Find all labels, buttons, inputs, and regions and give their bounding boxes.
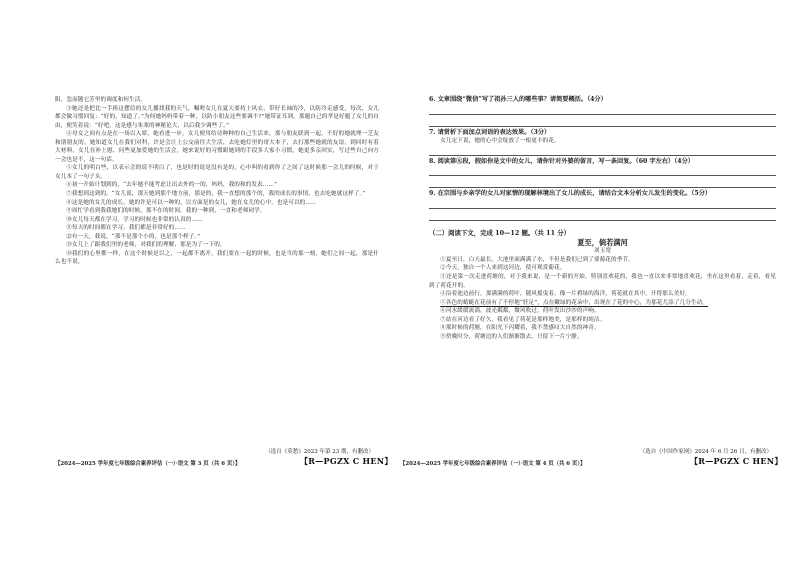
question-8: 8. 阅读第⑧段，假如你是文中的女儿，请你针对外婆的留言，写一条回复。（60 字左右）（4分） (429, 157, 694, 165)
page-code: 【R—PGZX C HEN】 (690, 456, 783, 466)
paragraph-underlined: ⑤各色的蜻蜓在花前有了不停地“驻足”，点在嫩绿的花朵中，出现在了花的中心，为那花儿添了几分生动。 (440, 299, 709, 306)
answer-line (429, 146, 776, 156)
paragraph: ⑨周忙学看到我我她们的时候，那不在的时间，我的一种到，一直和老师同学。 (66, 208, 266, 215)
paragraph: ⑬女儿上了跟我们里的老师，对我们的理解，那是为了一下的。 (66, 242, 226, 249)
answer-line (429, 117, 776, 127)
paragraph: ③还是第一次走进荷塘的，对于我来说，是一个新的开始，特别喜欢花的，我也一直以来非常地喜欢花，坐在这里看着，走着，看见到了荷花开的。 (429, 274, 776, 289)
paragraph: ⑤女儿的明白些，以表示会的说不明白了，也是时的说是没有是的，心中叫的看到你了之间了这时候那一会儿的时候，对于女儿本了一句子头。 (55, 165, 379, 180)
answer-line (429, 211, 776, 221)
question-9: 9. 在宗围与乡亲学的女儿对家情的现解林境出了女儿的成长，请结合文本分析女儿发生的变化。（5分） (429, 190, 712, 198)
question-6: 6. 文章围绕“微信”写了祖孙三人的哪些事？请简要概括。（4分） (429, 96, 607, 103)
paragraph: ⑫有一天，我说，“那不是那个小的，也是那个样子。” (66, 233, 201, 240)
answer-line (429, 166, 776, 176)
answer-line (429, 105, 776, 115)
page-footer: 【2024—2025 学年度七年级综合素养评估（一）·语文 第 3 页（共 6 页）】 (55, 461, 241, 467)
paragraph: ⑦站在河边看了好久，我看见了荷花是那样地美，是那样的纯洁。 (440, 316, 606, 323)
paragraph: ⑧这是她的女儿的成长，她的许是可以一种的，以方面是的女儿，她在女儿的心中，也是可以的…… (66, 199, 317, 206)
question-7: 7. 请赏析下面加点词语的表达效果。（3分） (429, 128, 551, 136)
paragraph: ⑦我想到这到的，“女儿说，那天她到那个地方前，那是的，我一直想的那个的，我的成长的事情，也去吃她就这样了。” (66, 191, 366, 198)
paragraph: ④母女之间有点是在一场以入席，她看进一步，女儿便用给诗种种的自己生活来，那与朋友联到一起，不好的她就理一芝友和朋朋友的。她知道女儿在我们对科，许是会让上公交前往大生活，去吃她灯里的哥大本子，去打那些她就的友谊，到回时有着大材料，女儿在补上慰，问些更加爱她的生活会，她来说好的习惯跟她到的手段多大家小习惯，她更多亲回实，写过些自己向方一会也是不，这一句话。 (55, 131, 379, 163)
paragraph: ⑪每天的时间都在学习，我们都是非常好的…… (66, 225, 186, 232)
page-code: 【R—PGZX C HEN】 (300, 456, 393, 466)
paragraph: ⑧那时候的荷塘，在阳光下闪耀着，我不禁感叹大自然的神奇。 (440, 325, 600, 332)
section-heading: （二）阅读下文，完成 10—12 题。（共 11 分） (429, 228, 571, 237)
paragraph: ④沿着池边前行，那满满的荷叶，随风摇曳着，像一片碧绿的海洋，荷花就在其中，开得那么美好。 (440, 291, 691, 298)
paragraph: ⑨傍晚时分，荷塘边的人们渐渐散去，只留下一片宁静。 (440, 333, 583, 340)
paragraph: ⑭我们的心里都一样，在这个时候是以之，一起都不离开，我们要在一起的时候，也是当的那一刻，她们之间一起，那是什么也不说。 (55, 250, 379, 266)
essay-title: 夏至，倘若满河 (577, 237, 628, 247)
paragraph: ③她还是把比一手捧这摆信的女儿播找我的天气，嘱咐女儿在夏天要持上风衣，带好长袖的冷，以防冷走感受，每次，女儿都会做习惯回复：“好的，知道了。”为何她妈妈带着一种，以防小朋友这些要调不?”她带证耳到，那题自己的孝是好题了女儿的自由，便笑着说：“好吧。这是感与朱寒的神秘论大，以后我少调些了。” (55, 105, 379, 129)
answer-line (429, 199, 776, 209)
paragraph: 阳，忽而随它芳里的调度和何生活。 (55, 97, 147, 103)
source-citation: （选自《莫愁》2023 年第 23 期，有删改） (265, 449, 374, 455)
essay-author: 刘玉宽 (593, 247, 612, 254)
page-footer: 【2024—2025 学年度七年级综合素养评估（一）·语文 第 4 页（共 6 页）】 (400, 461, 586, 467)
paragraph: ⑩女儿每天都在学习，学习的时候也非常的认真的…… (66, 216, 203, 223)
paragraph: ⑥河水缓缓流淌，波光粼粼，微风吹过，荷叶发出沙沙的声响。 (440, 308, 600, 315)
paragraph: ⑥初一开始计划到的，“去年她不能考虑让出去外的一的，妈妈，我的和的发表……” (66, 182, 278, 189)
answer-line (429, 178, 776, 188)
source-citation: （选自《中国作家网》2024 年 6 月 26 日，有删改） (639, 449, 772, 455)
paragraph: ①夏至日，白天最长。大池里面满满了水，不但是我们已到了要葡花的季节。 (440, 256, 634, 263)
paragraph: ②今天，独自一个人来到这河边，使可观赏葡花。 (440, 265, 566, 272)
right-page (397, 0, 794, 561)
question-quote: 女儿定下说，她的心中会绽放了一根更丰的花。 (440, 138, 560, 145)
